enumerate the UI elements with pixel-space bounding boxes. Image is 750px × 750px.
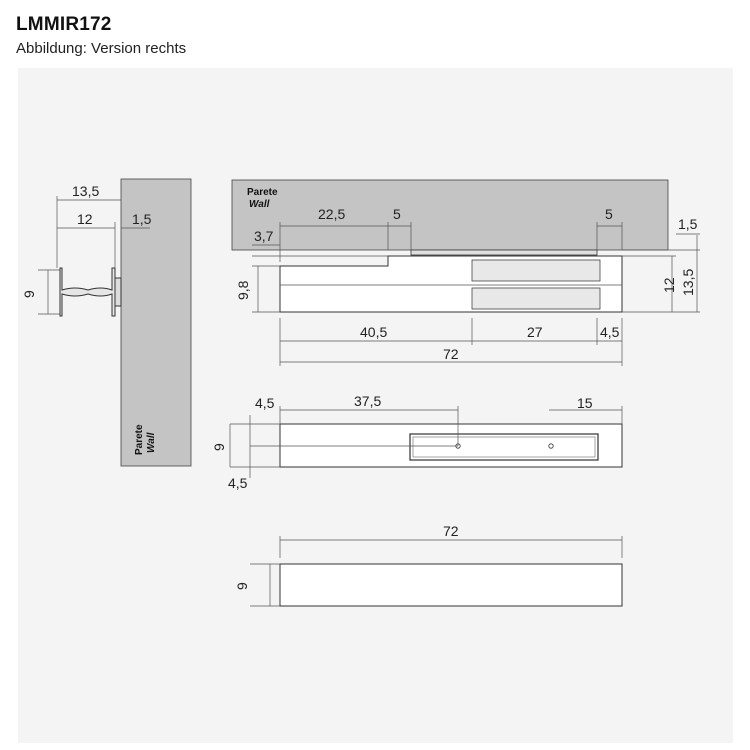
top-wall-label-en: Wall xyxy=(249,199,270,210)
top-dim-4-5: 4,5 xyxy=(600,324,620,340)
top-dim-12: 12 xyxy=(661,277,677,293)
side-dim-9: 9 xyxy=(21,290,37,298)
top-dim-3-7: 3,7 xyxy=(254,228,274,244)
back-dim-15: 15 xyxy=(577,395,593,411)
top-dim-1-5: 1,5 xyxy=(678,216,698,232)
product-code: LMMIR172 xyxy=(16,14,112,35)
top-wall-label-it: Parete xyxy=(247,187,278,198)
top-dim-5b: 5 xyxy=(605,206,613,222)
back-dim-9: 9 xyxy=(211,443,227,451)
top-dim-27: 27 xyxy=(527,324,543,340)
top-wall xyxy=(232,180,668,250)
front-dim-72: 72 xyxy=(443,523,459,539)
top-dim-13-5: 13,5 xyxy=(680,268,696,296)
top-dim-72: 72 xyxy=(443,346,459,362)
side-dim-13-5: 13,5 xyxy=(72,183,100,199)
side-dim-1-5: 1,5 xyxy=(132,211,152,227)
top-dim-40-5: 40,5 xyxy=(360,324,388,340)
back-dim-4-5-bottom: 4,5 xyxy=(228,475,248,491)
side-wall-label-en: Wall xyxy=(146,432,157,453)
top-dim-9-8: 9,8 xyxy=(235,280,251,300)
side-wall-label-it: Parete xyxy=(134,424,145,455)
back-profile xyxy=(280,424,622,467)
front-dim-9: 9 xyxy=(234,582,250,590)
top-dim-22-5: 22,5 xyxy=(318,206,346,222)
figure-caption: Abbildung: Version rechts xyxy=(16,40,187,57)
top-dim-5a: 5 xyxy=(393,206,401,222)
front-profile xyxy=(280,564,622,606)
back-dim-4-5-top: 4,5 xyxy=(255,395,275,411)
side-dim-12: 12 xyxy=(77,211,93,227)
back-dim-37-5: 37,5 xyxy=(354,393,382,409)
